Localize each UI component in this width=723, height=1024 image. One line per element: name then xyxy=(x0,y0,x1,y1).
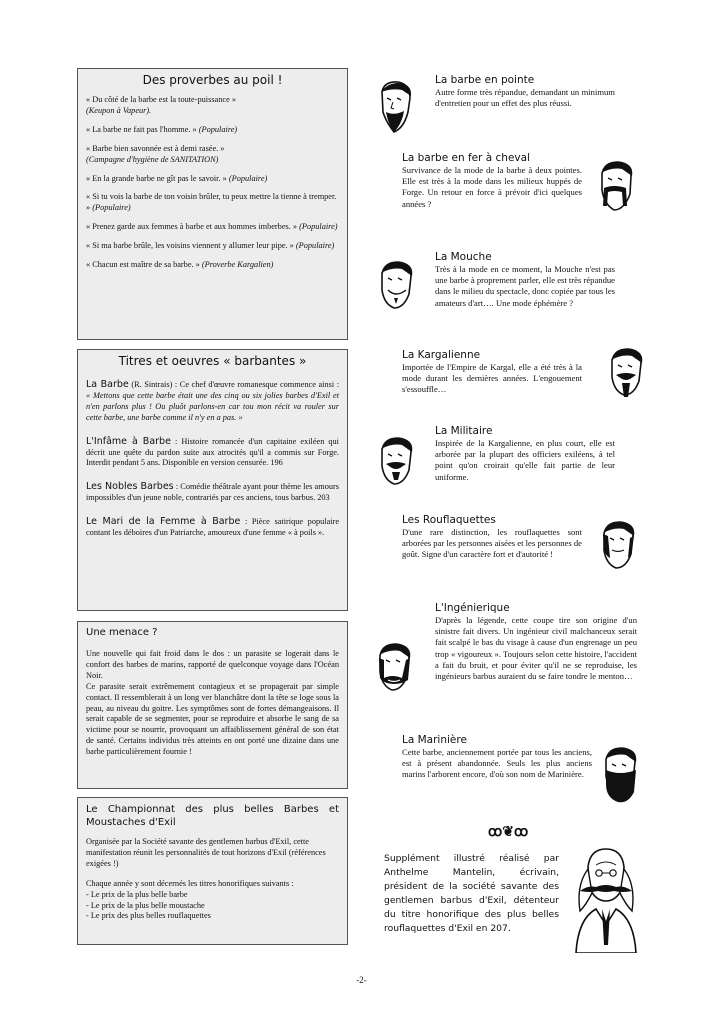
work-item: Le Mari de la Femme à Barbe : Pièce satirique populaire contant les déboires d'un Patriarche, amoureux d'une femme « à poils ». xyxy=(86,516,339,538)
proverbs-title: Des proverbes au poil ! xyxy=(142,73,283,87)
prize-item: - Le prix des plus belles rouflaquettes xyxy=(86,911,211,921)
championship-box xyxy=(77,797,348,945)
beard-name: L'Ingénierique xyxy=(435,602,510,614)
beard-description: D'après la légende, cette coupe tire son origine d'un sinistre fait divers. Un ingénieur civil malchanceux serait fait scalpé le bas du visage à cause d'un engrenage un peu trop « vigoureux ». Toujours selon cette histoire, l'accident a fait du bruit, et pour éviter qu'il ne se reproduise, les ingénieurs barbus auraient du se faire tondre le menton… xyxy=(435,615,637,682)
beard-name: La Militaire xyxy=(435,425,493,437)
proverb-item: « Prenez garde aux femmes à barbe et aux hommes imberbes. » (Populaire) xyxy=(86,222,338,232)
beard-name: La Mouche xyxy=(435,251,492,263)
beard-entry xyxy=(435,425,615,483)
works-box xyxy=(77,349,348,611)
horseshoe-beard-face-icon xyxy=(594,158,638,214)
beard-entry xyxy=(435,602,637,682)
prize-item: - Le prix de la plus belle moustache xyxy=(86,900,205,910)
beard-description: Inspirée de la Kargalienne, en plus court, elle est arborée par la plupart des officiers exiléens, à tel point qu'on croirait qu'elle fait partie de leur uniforme. xyxy=(435,438,615,482)
beard-entry xyxy=(402,349,582,396)
beard-description: Autre forme très répandue, demandant un minimum d'entretien pour un effet des plus réussi. xyxy=(435,87,615,109)
supplement-credit: Supplément illustré réalisé par Anthelme Mantelin, écrivain, président de la société savante des gentlemen barbus d'Exil, détenteur du titre honorifique des plus belles rouflaquettes d'Exil en 207. xyxy=(384,853,559,934)
pointed-beard-face-icon xyxy=(372,78,416,134)
decorative-ornament: ꝏ❦ꝏ xyxy=(488,825,529,840)
beard-description: Survivance de la mode de la barbe à deux pointes. Elle est très à la mode dans les milieux huppés de Forge. Un retour en force à prévoir d'ici quelques années ? xyxy=(402,165,582,209)
beard-description: D'une rare distinction, les rouflaquettes sont arborées par les personnes aisées et les personnes de goût. Signe d'un caractère fort et d'autorité ! xyxy=(402,527,582,560)
proverb-item: « Si ma barbe brûle, les voisins viennent y allumer leur pipe. » (Populaire) xyxy=(86,241,335,251)
proverbs-box xyxy=(77,68,348,340)
menace-paragraph: Ce parasite serait extrêmement contagieux et se propagerait par simple contact. Il ressemblerait à un long ver blanchâtre dont la tête se loge sous la peau, au niveau du goitre. Les symptômes sont de fortes démangeaisons. Il serait capable de se segmenter, pour se reproduire et absorbe le sang de sa victime pour se nourrir, provoquant un affaiblissement général de son état de santé. Certains individus très atteints en ont porté une dizaine dans une barbe particulièrement fournie ! xyxy=(86,681,339,757)
championship-paragraph: Organisée par la Société savante des gentlemen barbus d'Exil, cette manifestation réunit les personnalités de tout horizons d'Exil (références exigées !) xyxy=(86,837,326,868)
championship-title: Le Championnat des plus belles Barbes et Moustaches d'Exil xyxy=(86,804,339,828)
menace-title: Une menace ? xyxy=(86,627,158,638)
prize-item: - Le prix de la plus belle barbe xyxy=(86,889,188,899)
prize-list xyxy=(86,890,339,923)
military-beard-face-icon xyxy=(374,434,418,490)
work-item: L'Infâme à Barbe : Histoire romancée d'un capitaine exiléen qui décrit une quête du pardon suite aux atrocités qu'il a commis sur Forge. Interdit pendant 5 ans. Disponible en version censurée. 196 xyxy=(86,435,339,468)
beard-description: Importée de l'Empire de Kargal, elle a été très à la mode durant les dernières années. L'engouement s'essouffle… xyxy=(402,362,582,395)
beard-description: Cette barbe, anciennement portée par tous les anciens, est à présent abandonnée. Seuls les plus anciens marins l'arborent encore, d'où son nom de Marinière. xyxy=(402,747,592,780)
mariner-beard-face-icon xyxy=(598,744,642,804)
proverb-item: « Chacun est maître de sa barbe. » (Proverbe Kargalien) xyxy=(86,260,274,270)
author-portrait-icon xyxy=(566,845,646,953)
proverb-item: « Du côté de la barbe est la toute-puissance » (Keupon à Vapeur). xyxy=(86,95,236,115)
beard-name: La Marinière xyxy=(402,734,467,746)
beard-entry xyxy=(435,74,615,109)
beard-entry xyxy=(402,514,582,561)
proverb-item: « Si tu vois la barbe de ton voisin brûler, tu peux mettre la tienne à tremper. » (Populaire) xyxy=(86,192,337,213)
beard-entry xyxy=(435,251,615,309)
menace-box xyxy=(77,621,348,789)
proverb-list xyxy=(86,95,339,271)
beard-entry xyxy=(402,152,582,210)
page-number: -2- xyxy=(356,975,367,985)
mouche-beard-face-icon xyxy=(374,258,418,314)
beard-name: La barbe en fer à cheval xyxy=(402,152,530,164)
proverb-item: « En la grande barbe ne gît pas le savoir. » (Populaire) xyxy=(86,173,268,183)
engineer-beard-face-icon xyxy=(372,640,416,696)
championship-paragraph: Chaque année y sont décernés les titres honorifiques suivants : xyxy=(86,878,294,888)
proverb-item: « Barbe bien savonnée est à demi rasée. » (Campagne d'hygiène de SANITATION) xyxy=(86,143,225,164)
beard-name: La Kargalienne xyxy=(402,349,481,361)
beard-entry xyxy=(402,734,592,781)
proverb-item: « La barbe ne fait pas l'homme. » (Populaire) xyxy=(86,124,238,134)
work-item: Les Nobles Barbes : Comédie théâtrale ayant pour thème les amours impossibles d'un jeune noble, contrariés par ces anciens, tous barbus. 203 xyxy=(86,481,339,503)
beard-name: Les Rouflaquettes xyxy=(402,514,496,526)
sideburns-face-icon xyxy=(596,518,640,574)
works-title: Titres et oeuvres « barbantes » xyxy=(118,354,307,368)
work-item: La Barbe (R. Sintrais) : Ce chef d'œuvre romanesque commence ainsi : « Mettons que cette barbe était une des cinq ou six jolies barbes d'Exil et n'en parlons plus ! Ou pluôt parlons-en car tou mon récit va rouler sur cette barbe, une barbe comme il n'y en a pas. » xyxy=(86,379,339,422)
beard-description: Très à la mode en ce moment, la Mouche n'est pas une barbe à proprement parler, elle est très répandue dans le milieu du spectacle, donc copiée par tous les amateurs d'art…. Une mode éphémère ? xyxy=(435,264,615,308)
menace-paragraph: Une nouvelle qui fait froid dans le dos : un parasite se logerait dans le confort des barbes de marins, rapporté de quelconque voyage dans l'Océan Noir. xyxy=(86,649,339,680)
beard-name: La barbe en pointe xyxy=(435,74,535,86)
kargalian-beard-face-icon xyxy=(604,345,648,401)
